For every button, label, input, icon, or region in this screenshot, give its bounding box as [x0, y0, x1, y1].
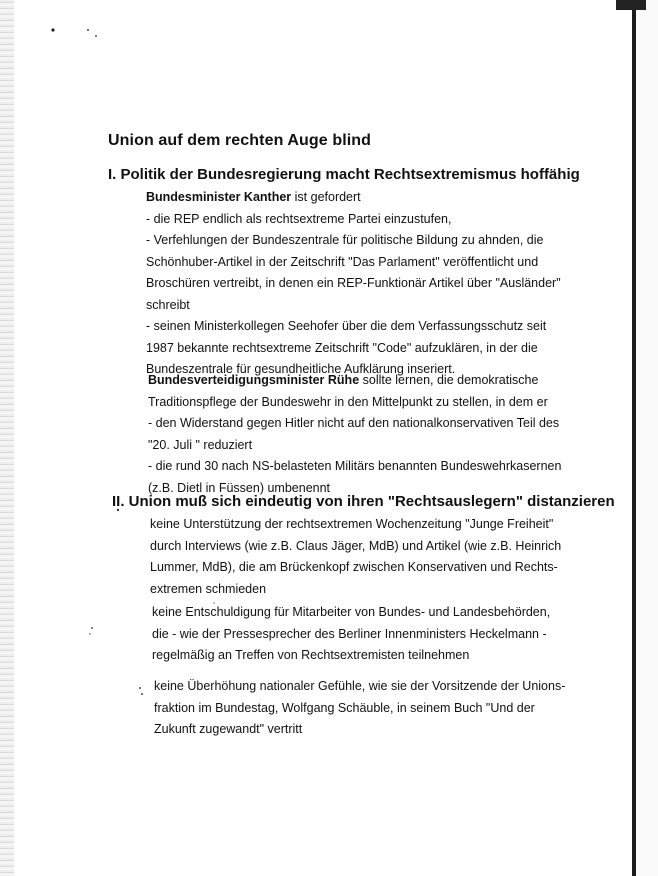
text-line: - seinen Ministerkollegen Seehofer über die dem Verfassungsschutz seit [146, 319, 547, 333]
section-1-paragraph-2 [148, 370, 561, 499]
lead-text: sollte lernen, die demokratische [359, 373, 539, 387]
text-line: (z.B. Dietl in Füssen) umbenennt [148, 480, 331, 495]
text-line: schreibt [146, 297, 190, 312]
minister-name: Bundesverteidigungsminister Rühe [148, 373, 360, 387]
text-line: Broschüren vertreibt, in denen ein REP-Funktionär Artikel über "Ausländer" [146, 276, 561, 290]
paragraph-lead-line [148, 370, 561, 392]
paragraph-lead-line [146, 187, 561, 209]
text-line: keine Überhöhung nationaler Gefühle, wie sie der Vorsitzende der Unions- [154, 679, 566, 693]
lead-text: ist gefordert [291, 190, 361, 204]
section-1-paragraph-1 [146, 187, 561, 381]
section-2-paragraph-2 [152, 602, 550, 667]
text-line: - Verfehlungen der Bundeszentrale für politische Bildung zu ahnden, die [146, 233, 544, 247]
text-line: keine Entschuldigung für Mitarbeiter von Bundes- und Landesbehörden, [152, 605, 551, 619]
text-line: die - wie der Pressesprecher des Berliner Innenministers Heckelmann - [152, 626, 547, 641]
text-line: Bundeszentrale für gesundheitliche Aufklärung inseriert. [146, 362, 456, 376]
text-line: extremen schmieden [150, 581, 267, 596]
section-2-heading: II. Union muß sich eindeutig von ihren "Rechtsauslegern" distanzieren [112, 493, 615, 510]
text-line: durch Interviews (wie z.B. Claus Jäger, MdB) und Artikel (wie z.B. Heinrich [150, 538, 562, 553]
section-1-heading: I. Politik der Bundesregierung macht Rechtsextremismus hoffähig [108, 166, 580, 183]
text-line: Traditionspflege der Bundeswehr in den Mittelpunkt zu stellen, in dem er [148, 394, 548, 409]
minister-name: Bundesminister Kanther [146, 190, 292, 204]
text-line: - die rund 30 nach NS-belasteten Militärs benannten Bundeswehrkasernen [148, 459, 562, 473]
text-line: keine Unterstützung der rechtsextremen Wochenzeitung "Junge Freiheit" [150, 517, 554, 531]
text-line: "20. Juli " reduziert [148, 437, 253, 452]
text-line: regelmäßig an Treffen von Rechtsextremisten teilnehmen [152, 648, 470, 662]
section-2-paragraph-3 [154, 676, 565, 741]
text-line: Schönhuber-Artikel in der Zeitschrift "Das Parlament" veröffentlicht und [146, 254, 539, 269]
document-title: Union auf dem rechten Auge blind [108, 132, 372, 149]
text-line: 1987 bekannte rechtsextreme Zeitschrift "Code" aufzuklären, in der die [146, 340, 538, 355]
text-line: fraktion im Bundestag, Wolfgang Schäuble, in seinem Buch "Und der [154, 700, 535, 715]
text-line: Zukunft zugewandt" vertritt [154, 722, 303, 736]
section-2-paragraph-1 [150, 514, 561, 600]
text-line: Lummer, MdB), die am Brückenkopf zwischen Konservativen und Rechts- [150, 560, 558, 574]
text-line: - die REP endlich als rechtsextreme Partei einzustufen, [146, 211, 452, 226]
text-line: - den Widerstand gegen Hitler nicht auf den nationalkonservativen Teil des [148, 416, 560, 430]
